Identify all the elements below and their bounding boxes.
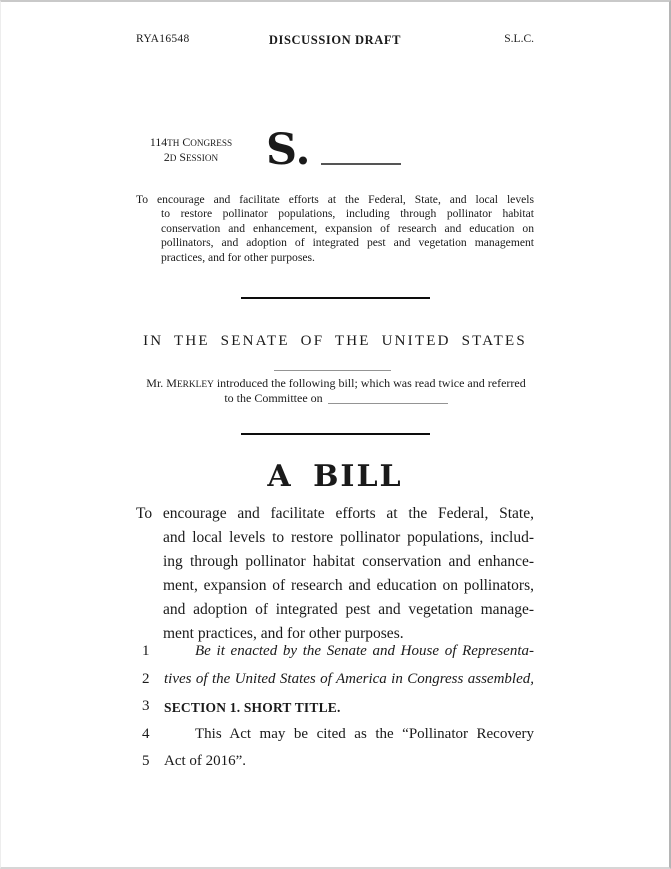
section-text: This Act may be cited as the “Pollinator Recovery <box>195 725 534 742</box>
congress-line: 114TH CONGRESS <box>149 135 233 149</box>
line-number: 4 <box>142 725 150 742</box>
senate-heading: IN THE SENATE OF THE UNITED STATES <box>143 333 527 349</box>
bill-line <box>136 726 534 754</box>
long-title-line: and local levels to restore pollinator populations, includ- <box>163 529 534 546</box>
congress-number: 114 <box>149 135 168 149</box>
section-text: Act of 2016”. <box>164 753 247 770</box>
preamble-line: practices, and for other purposes. <box>161 250 315 264</box>
draft-status-label: DISCUSSION DRAFT <box>268 33 402 47</box>
long-title-line: ment practices, and for other purposes. <box>163 625 404 642</box>
bill-line <box>136 753 534 781</box>
bill-number <box>266 126 401 174</box>
preamble <box>136 193 534 265</box>
date-blank-line <box>274 370 391 371</box>
enacting-clause-text: tives of the United States of America in Congress assembled, <box>164 670 534 687</box>
preamble-line: pollinators, and adoption of integrated pest and vegetation management <box>161 236 534 250</box>
bill-number-prefix: S. <box>266 125 311 175</box>
long-title-line: ment, expansion of research and education on pollinators, <box>163 577 534 594</box>
page-header <box>136 33 534 49</box>
line-number: 2 <box>142 670 150 687</box>
preamble-line: to restore pollinator populations, including through pollinator habitat <box>161 207 534 221</box>
introduction-line-1: Mr. MERKLEY introduced the following bill; which was read twice and referred <box>146 376 526 390</box>
committee-text: to the Committee on <box>224 390 323 405</box>
bill-line <box>136 643 534 671</box>
divider-rule-bottom <box>241 433 430 435</box>
draft-code: RYA16548 <box>136 33 190 45</box>
long-title-line: and adoption of integrated pest and vegetation manage- <box>163 601 534 618</box>
bill-body <box>136 643 534 781</box>
sponsor-name: ERKLEY <box>176 380 214 390</box>
session-line: 2D SESSION <box>163 150 219 164</box>
session-word: S <box>179 150 186 164</box>
bill-number-blank-line <box>321 163 401 165</box>
sponsor-prefix: Mr. M <box>146 376 177 390</box>
session-ordinal: D <box>169 153 177 163</box>
line-number: 1 <box>142 643 150 659</box>
section-heading: SECTION 1. SHORT TITLE. <box>164 700 341 716</box>
preamble-line: conservation and enhancement, expansion of research and education on <box>161 221 534 235</box>
session-number: 2 <box>163 150 170 164</box>
divider-rule-top <box>241 297 430 299</box>
line-number: 5 <box>142 753 150 770</box>
bill-title: A BILL <box>267 459 403 494</box>
introduction-paragraph <box>124 376 548 405</box>
bill-line <box>136 671 534 699</box>
congress-ordinal: TH <box>167 138 180 148</box>
office-code: S.L.C. <box>504 33 534 45</box>
preamble-line: To encourage and facilitate efforts at the Federal, State, and local levels <box>136 193 534 206</box>
enacting-clause-text: Be it enacted by the Senate and House of Representa- <box>195 643 534 659</box>
introduction-line-2 <box>124 391 548 406</box>
line-number: 3 <box>142 698 150 715</box>
long-title-line: ing through pollinator habitat conservation and enhance- <box>163 553 534 570</box>
long-title <box>136 502 534 646</box>
congress-word: C <box>182 135 191 149</box>
committee-blank-line <box>328 403 448 404</box>
congress-session-block <box>134 135 248 165</box>
long-title-line: To encourage and facilitate efforts at the Federal, State, <box>136 505 534 522</box>
bill-line <box>136 698 534 726</box>
